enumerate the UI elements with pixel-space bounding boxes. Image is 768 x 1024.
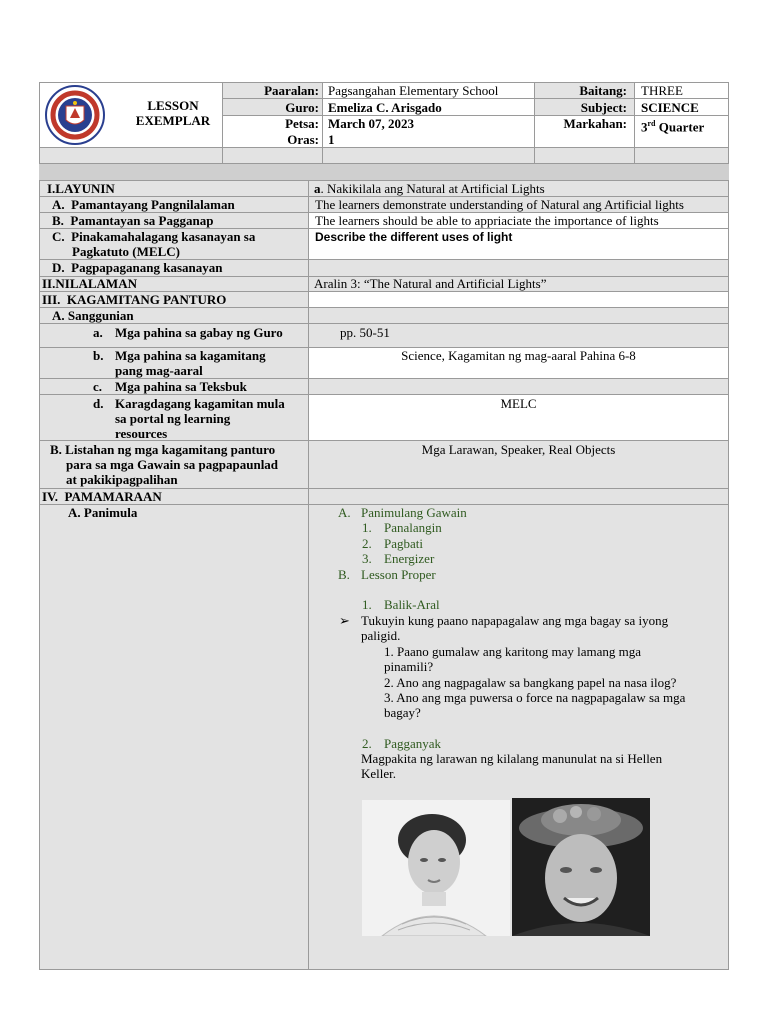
oras-value: 1 <box>328 132 335 147</box>
list-item: 1. <box>362 520 372 535</box>
pagganyak-marker: 2. <box>362 736 372 751</box>
oras-label: Oras: <box>287 132 319 147</box>
melc-label: C. Pinakamahalagang kasanayan sa Pagkatuto (MELC) <box>52 229 256 259</box>
markahan-value: 3rd Quarter <box>641 119 705 135</box>
balik-aral-marker: 1. <box>362 597 372 612</box>
pamantayan-sa-pagganap-label: B. Pamantayan sa Pagganap <box>52 213 214 228</box>
lesson-proper-title: Lesson Proper <box>361 567 436 582</box>
guro-value: Emeliza C. Arisgado <box>328 100 442 115</box>
listahan-value: Mga Larawan, Speaker, Real Objects <box>421 442 616 457</box>
paaralan-label: Paaralan: <box>264 83 319 98</box>
listahan-label: B. Listahan ng mga kagamitang panturo para sa mga Gawain sa pagpapaunlad at pakikipagpalihan <box>50 442 279 487</box>
sanggunian-d-marker: d. <box>93 396 104 411</box>
nilalaman-heading: II.NILALAMAN <box>42 276 137 291</box>
panimula-label: A. Panimula <box>68 505 138 520</box>
pamantayan-sa-pagganap-value: The learners should be able to appriaciate the importance of lights <box>315 213 659 228</box>
kagamitang-pang-mag-aaral-label: Mga pahina sa kagamitang pang mag-aaral <box>115 348 266 378</box>
sanggunian-b-marker: b. <box>93 348 104 363</box>
petsa-label: Petsa: <box>285 116 319 131</box>
sanggunian-a-marker: a. <box>93 325 103 340</box>
section-divider <box>39 164 729 180</box>
arrow-bullet-icon: ➢ <box>339 613 350 628</box>
pamamaraan-heading: IV. PAMAMARAAN <box>42 489 162 504</box>
karagdagang-kagamitan-label: Karagdagang kagamitan mula sa portal ng learning resources <box>115 396 285 441</box>
lesson-exemplar-title: LESSON EXEMPLAR <box>135 98 211 128</box>
energizer-item: Energizer <box>384 551 435 566</box>
pagpapaganang-kasanayan-label: D. Pagpapaganang kasanayan <box>52 260 223 275</box>
sanggunian-label: A. Sanggunian <box>52 308 134 323</box>
kagamitang-panturo-heading: III. KAGAMITANG PANTURO <box>42 292 227 307</box>
baitang-value: THREE <box>641 83 683 98</box>
teksbuk-label: Mga pahina sa Teksbuk <box>115 379 247 394</box>
melc-value: Describe the different uses of light <box>315 230 513 244</box>
guro-label: Guro: <box>285 100 319 115</box>
panalangin-item: Panalangin <box>384 520 442 535</box>
subject-value: SCIENCE <box>641 100 699 115</box>
balik-aral-title: Balik-Aral <box>384 597 440 612</box>
gabay-ng-guro-label: Mga pahina sa gabay ng Guro <box>115 325 283 340</box>
pagbati-item: Pagbati <box>384 536 423 551</box>
panimulang-gawain-marker: A. <box>338 505 351 520</box>
paaralan-value: Pagsangahan Elementary School <box>328 83 499 98</box>
lesson-proper-marker: B. <box>338 567 350 582</box>
magpakita-text: Magpakita ng larawan ng kilalang manunulat na si Hellen Keller. <box>361 751 663 781</box>
baitang-label: Baitang: <box>579 83 627 98</box>
tukuyin-text: Tukuyin kung paano napapagalaw ang mga bagay sa iyong paligid. <box>361 613 669 643</box>
markahan-label: Markahan: <box>563 116 627 131</box>
sanggunian-c-marker: c. <box>93 379 103 394</box>
helen-keller-young-photo <box>362 800 510 936</box>
layunin-value: a. Nakikilala ang Natural at Artificial Lights <box>314 181 545 196</box>
list-item: 3. <box>362 551 372 566</box>
list-item: 2. <box>362 536 372 551</box>
pagganyak-title: Pagganyak <box>384 736 442 751</box>
pamantayang-pangnilalaman-value: The learners demonstrate understanding of Natural ang Artificial lights <box>315 197 684 212</box>
gabay-ng-guro-value: pp. 50-51 <box>340 325 390 340</box>
header-blank-row <box>40 147 728 163</box>
question-2: 2. Ano ang nagpagalaw sa bangkang papel na nasa ilog? <box>384 675 677 690</box>
panimulang-gawain-title: Panimulang Gawain <box>361 505 467 520</box>
deped-seal-logo <box>44 84 106 146</box>
pamantayang-pangnilalaman-label: A. Pamantayang Pangnilalaman <box>52 197 235 212</box>
nilalaman-value: Aralin 3: “The Natural and Artificial Lights” <box>314 276 547 291</box>
layunin-heading: I.LAYUNIN <box>47 181 115 196</box>
question-1: 1. Paano gumalaw ang karitong may lamang mga pinamili? <box>384 644 642 674</box>
petsa-value: March 07, 2023 <box>328 116 415 131</box>
question-3: 3. Ano ang mga puwersa o force na nagpapagalaw sa mga bagay? <box>384 690 686 720</box>
kagamitang-pang-mag-aaral-value: Science, Kagamitan ng mag-aaral Pahina 6-8 <box>401 348 636 363</box>
karagdagang-kagamitan-value: MELC <box>500 396 537 411</box>
helen-keller-elderly-photo <box>512 798 650 936</box>
subject-label: Subject: <box>580 100 627 115</box>
